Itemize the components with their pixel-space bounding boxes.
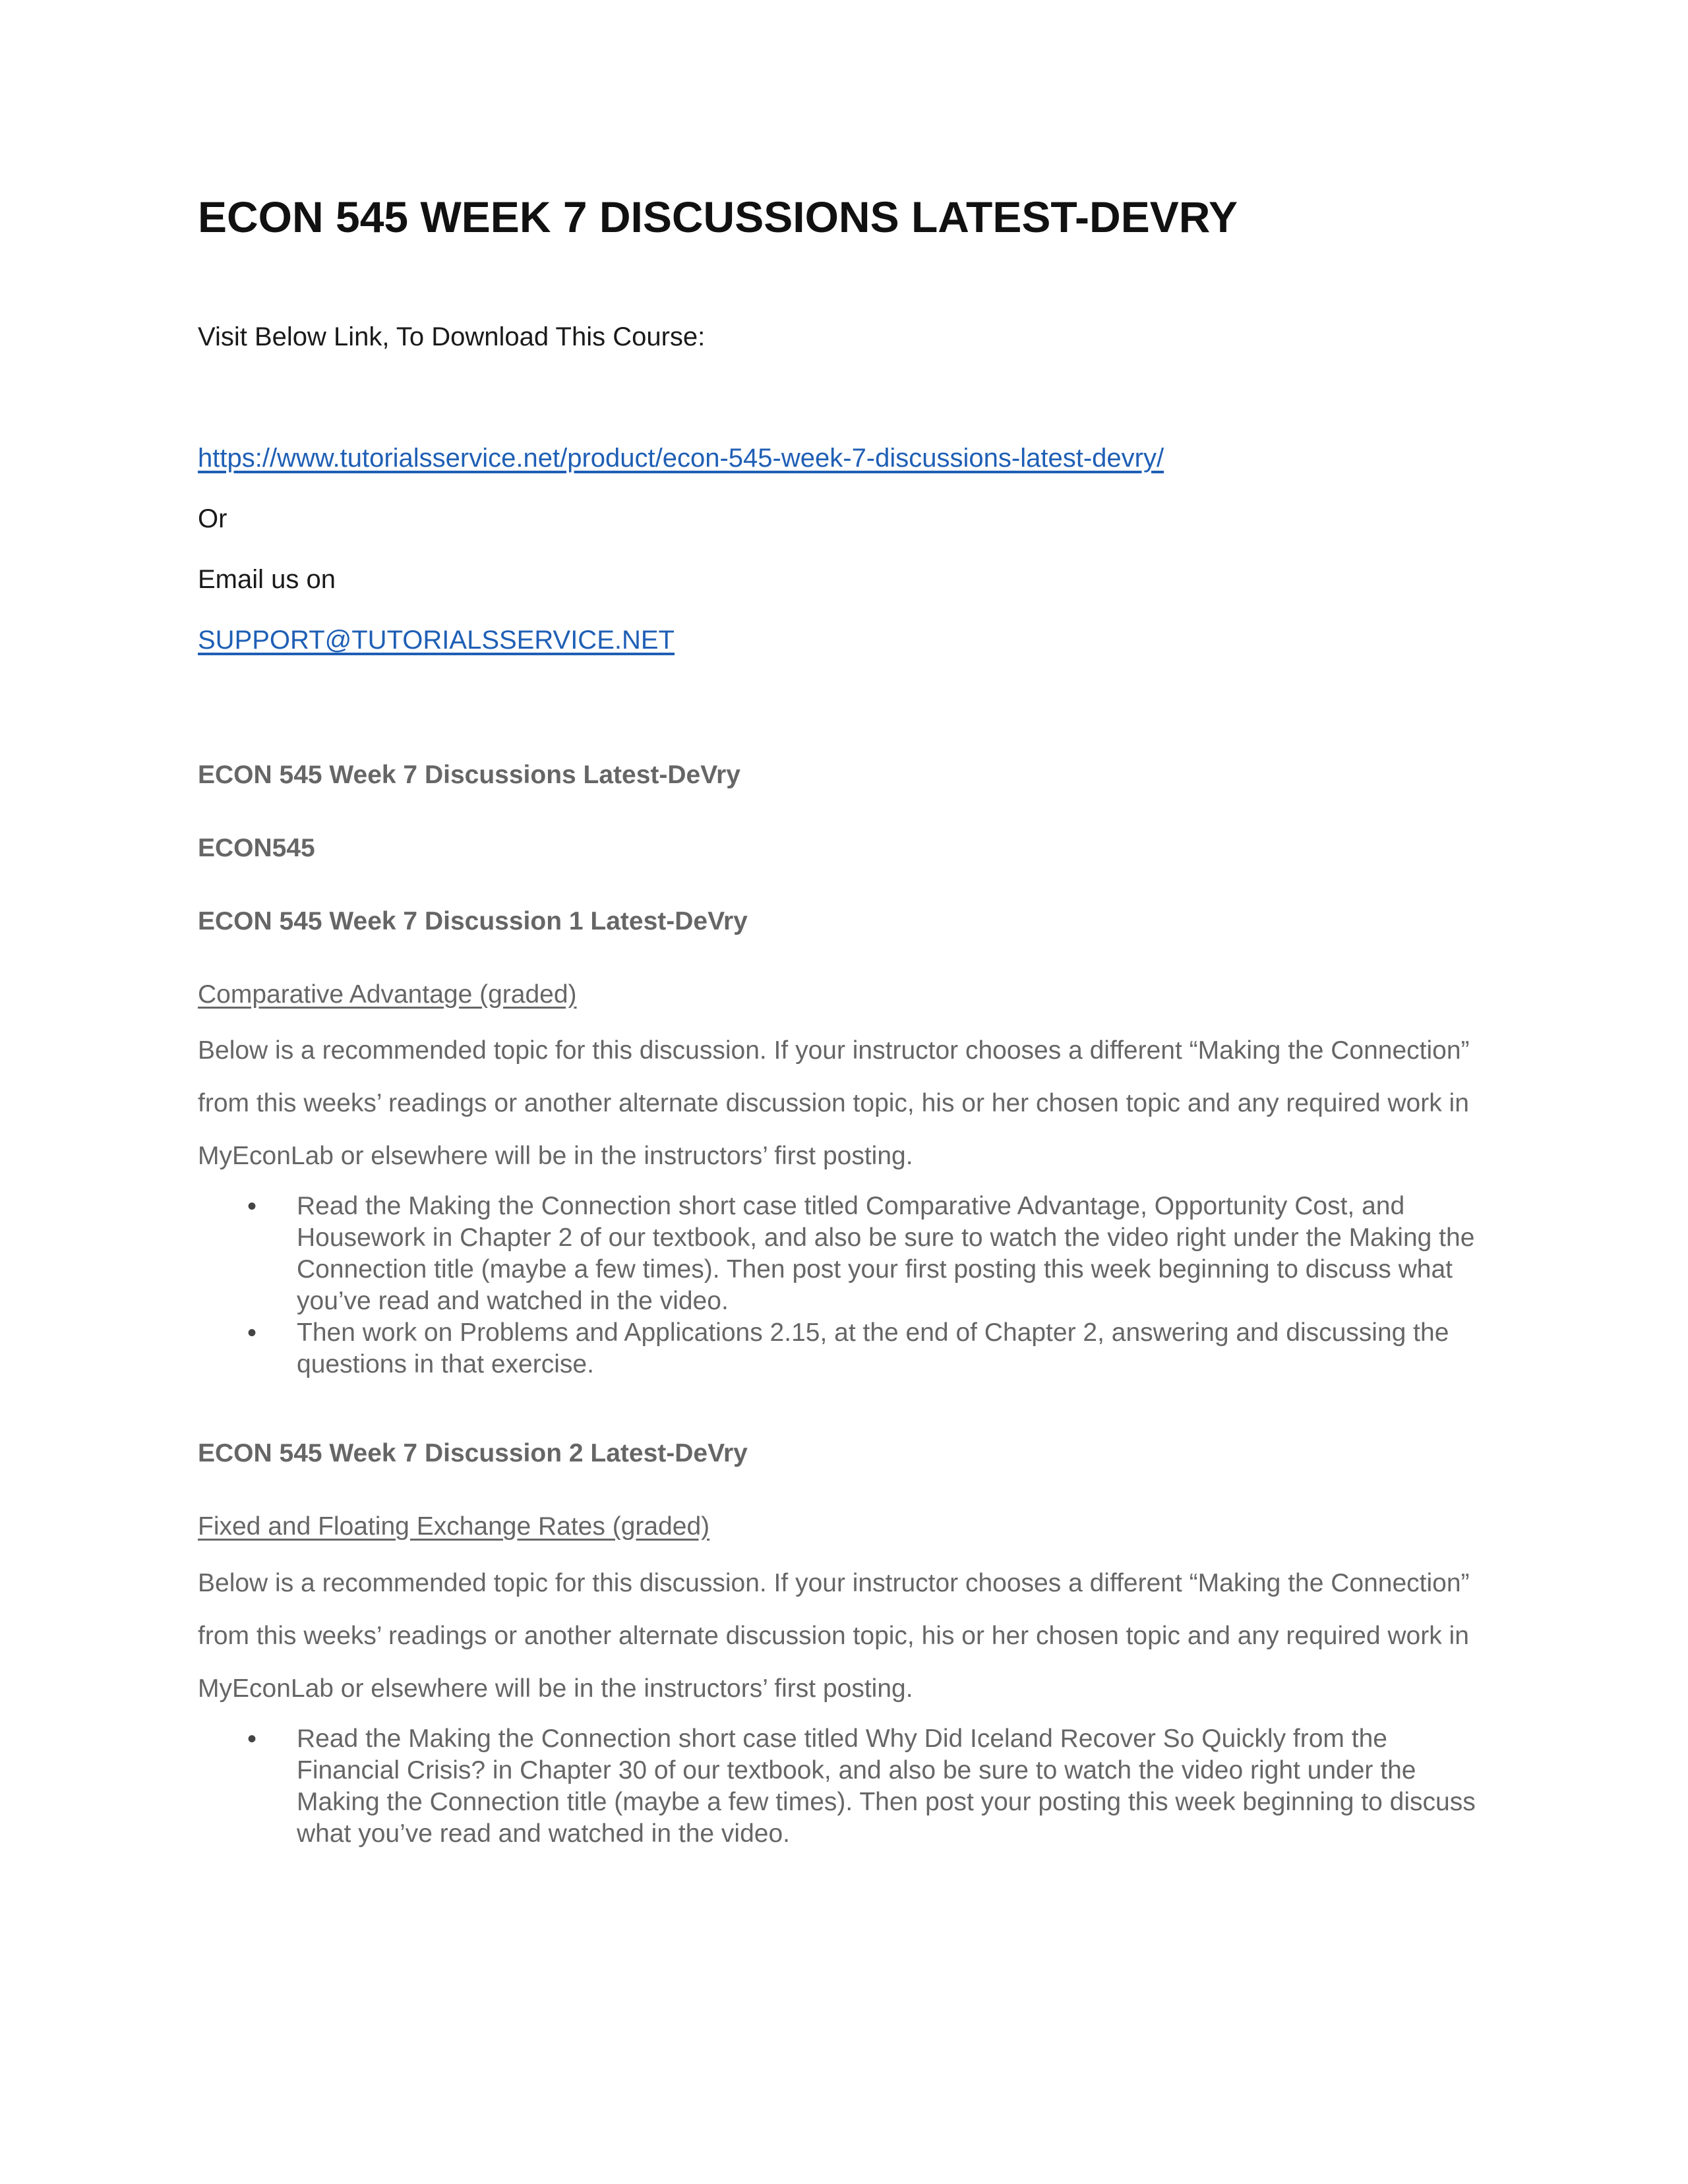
bullet-icon: •: [247, 1192, 257, 1222]
course-code: ECON545: [198, 833, 315, 862]
bullet-text: Read the Making the Connection short case titled Why Did Iceland Recover So Quickly from the Financial Crisis? in Chapter 30 of our textbook, and also be sure to watch the video right under the Making the Connection title (maybe a few times). Then post your posting this week beginning to discuss what you’ve read and watched in the video.: [297, 1724, 1476, 1848]
discussion-2-section: [198, 1438, 1490, 1850]
list-item: [198, 1317, 1497, 1380]
bullet-icon: •: [247, 1724, 257, 1754]
discussion-2-paragraph: Below is a recommended topic for this discussion. If your instructor chooses a different “Making the Connection” from this weeks’ readings or another alternate discussion topic, his or her chosen topic and any required work in MyEconLab or elsewhere will be in the instructors’ first posting.: [198, 1568, 1470, 1703]
email-text: Email us on: [198, 565, 336, 595]
list-item: [198, 1191, 1497, 1317]
email-link[interactable]: SUPPORT@TUTORIALSSERVICE.NET: [198, 626, 675, 655]
document-content: [198, 191, 1490, 1850]
course-heading: ECON 545 Week 7 Discussions Latest-DeVry: [198, 761, 740, 790]
document-title: ECON 545 WEEK 7 DISCUSSIONS LATEST-DEVRY: [198, 192, 1238, 241]
discussion-1-heading: ECON 545 Week 7 Discussion 1 Latest-DeVry: [198, 906, 748, 935]
bullet-icon: •: [247, 1318, 257, 1348]
discussion-2-topic: Fixed and Floating Exchange Rates (graded): [198, 1512, 710, 1541]
visit-text: Visit Below Link, To Download This Course:: [198, 322, 706, 352]
bullet-text: Then work on Problems and Applications 2.15, at the end of Chapter 2, answering and discussing the questions in that exercise.: [297, 1318, 1449, 1379]
list-item: [198, 1723, 1497, 1850]
discussion-1-topic: Comparative Advantage (graded): [198, 980, 577, 1009]
discussion-1-bullet-list: [198, 1191, 1490, 1380]
discussion-2-bullet-list: [198, 1723, 1490, 1850]
product-link[interactable]: https://www.tutorialsservice.net/product/econ-545-week-7-discussions-latest-devry/: [198, 444, 1164, 473]
or-text: Or: [198, 504, 227, 534]
discussion-1-section: [198, 906, 1490, 1381]
discussion-1-paragraph: Below is a recommended topic for this discussion. If your instructor chooses a different “Making the Connection” from this weeks’ readings or another alternate discussion topic, his or her chosen topic and any required work in MyEconLab or elsewhere will be in the instructors’ first posting.: [198, 1036, 1470, 1171]
discussion-2-heading: ECON 545 Week 7 Discussion 2 Latest-DeVry: [198, 1439, 748, 1468]
bullet-text: Read the Making the Connection short case titled Comparative Advantage, Opportunity Cost, and Housework in Chapter 2 of our textbook, and also be sure to watch the video right under the Making the Connection title (maybe a few times). Then post your first posting this week beginning to discuss what you’ve read and watched in the video.: [297, 1192, 1475, 1316]
